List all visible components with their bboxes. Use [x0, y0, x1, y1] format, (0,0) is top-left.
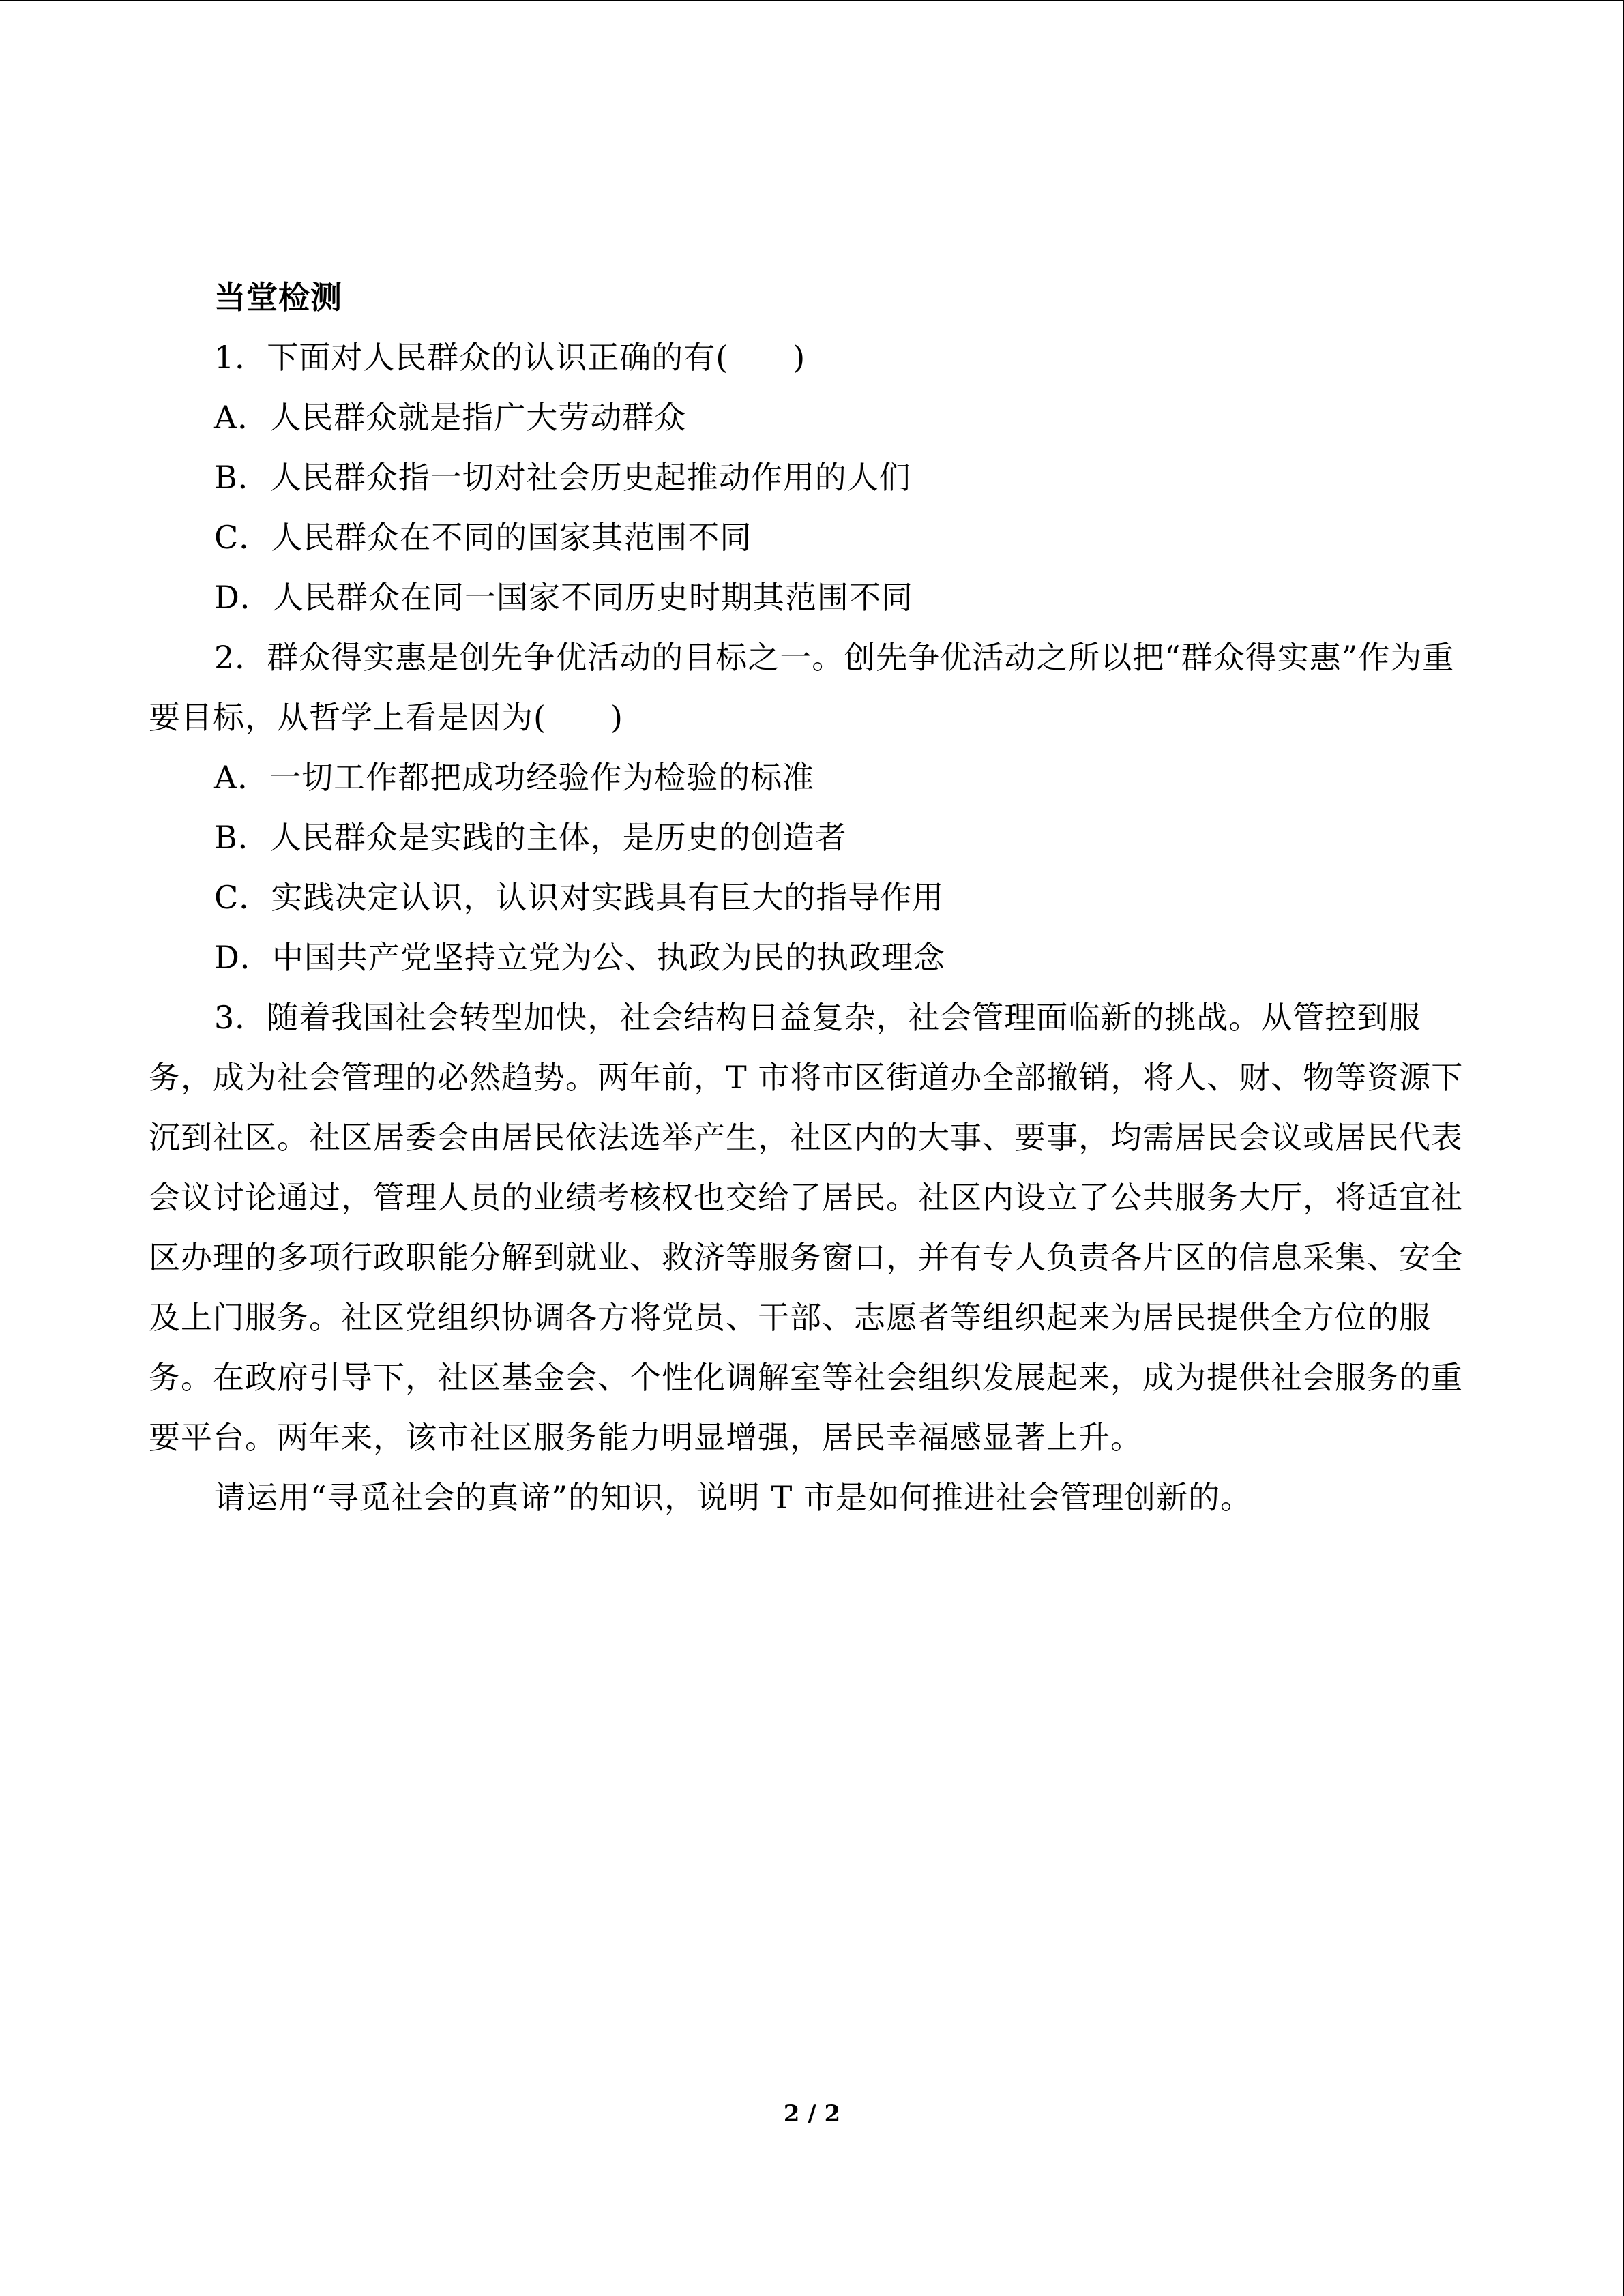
question-1-option-b: B．人民群众指一切对社会历史起推动作用的人们: [214, 459, 911, 496]
page-number: 2 / 2: [783, 2100, 841, 2128]
section-title: 当堂检测: [214, 279, 342, 316]
document-body: [149, 267, 1473, 1527]
question-1-option-a: A．人民群众就是指广大劳动群众: [214, 399, 687, 436]
question-1-option-c: C．人民群众在不同的国家其范围不同: [214, 519, 752, 556]
page-top-border: [0, 0, 1624, 1]
question-1-option-d: D．人民群众在同一国家不同历史时期其范围不同: [214, 579, 913, 616]
question-3-prompt: 请运用“寻觅社会的真谛”的知识，说明 T 市是如何推进社会管理创新的。: [214, 1479, 1252, 1516]
question-1-stem: 1．下面对人民群众的认识正确的有( ): [214, 339, 806, 376]
question-2-stem: 2．群众得实惠是创先争优活动的目标之一。创先争优活动之所以把“群众得实惠”作为重要目标，从哲学上看是因为( ): [149, 639, 1455, 736]
question-2-option-c: C．实践决定认识，认识对实践具有巨大的指导作用: [214, 879, 945, 916]
question-3-stem: 3．随着我国社会转型加快，社会结构日益复杂，社会管理面临新的挑战。从管控到服务，成为社会管理的必然趋势。两年前，T 市将市区街道办全部撤销，将人、财、物等资源下沉到社区。社区居委会由居民依法选举产生，社区内的大事、要事，均需居民会议或居民代表会议讨论通过，管理人员的业绩考核权也交给了居民。社区内设立了公共服务大厅，将适宜社区办理的多项行政职能分解到就业、救济等服务窗口，并有专人负责各片区的信息采集、安全及上门服务。社区党组织协调各方将党员、干部、志愿者等组织起来为居民提供全方位的服务。在政府引导下，社区基金会、个性化调解室等社会组织发展起来，成为提供社会服务的重要平台。两年来，该市社区服务能力明显增强，居民幸福感显著上升。: [149, 999, 1464, 1456]
question-2-option-d: D．中国共产党坚持立党为公、执政为民的执政理念: [214, 939, 945, 976]
question-2-option-a: A．一切工作都把成功经验作为检验的标准: [214, 759, 815, 796]
question-2-option-b: B．人民群众是实践的主体，是历史的创造者: [214, 819, 847, 856]
